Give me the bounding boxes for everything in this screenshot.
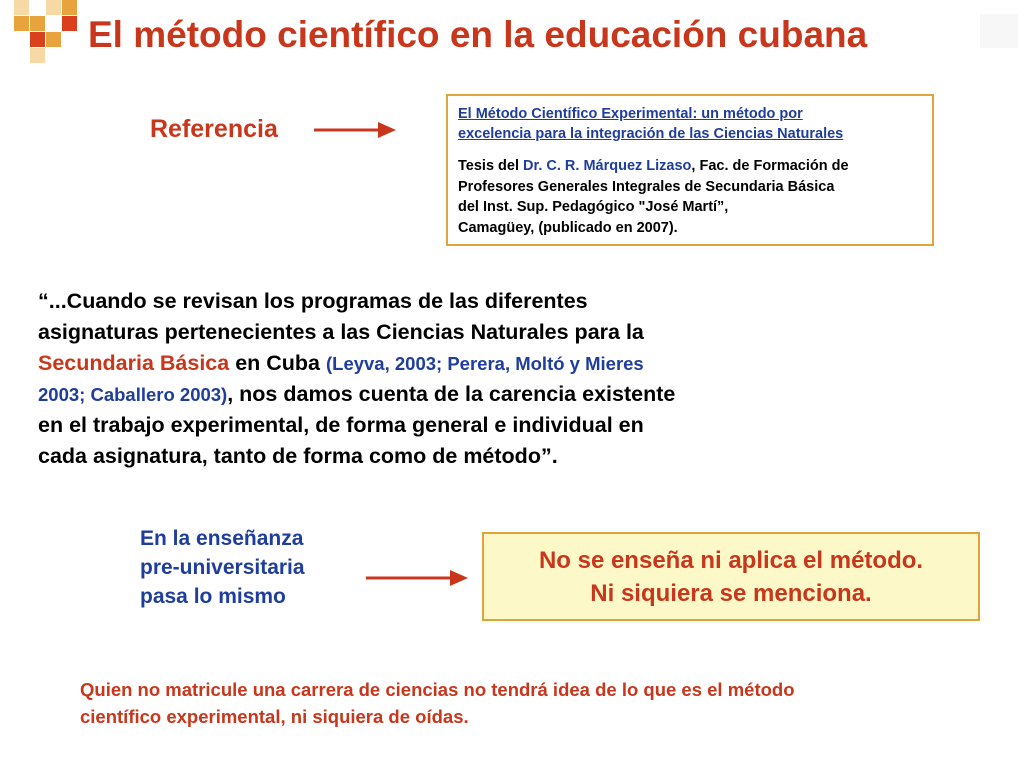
- preuniversity-text: [140, 524, 305, 611]
- reference-desc-line-2: Profesores Generales Integrales de Secundaria Básica: [458, 178, 835, 195]
- logo-square-3: [62, 0, 77, 15]
- reference-box: [446, 94, 934, 246]
- logo-square-5: [30, 16, 45, 31]
- reference-arrow-icon: [314, 120, 398, 140]
- quote-citation-part-2: 2003; Caballero 2003): [38, 384, 228, 405]
- logo-square-6: [62, 16, 77, 31]
- logo-square-1: [14, 0, 29, 15]
- slide-title: El método científico en la educación cubana: [88, 14, 868, 55]
- reference-author: Dr. C. R. Márquez Lizaso: [523, 158, 692, 174]
- corner-square: [980, 14, 1018, 48]
- preuniversity-line-3: pasa lo mismo: [140, 585, 286, 608]
- quote-line-3-mid: en Cuba: [229, 351, 326, 375]
- reference-desc-line-1-rest: , Fac. de Formación de: [691, 158, 849, 174]
- quote-line-4-rest: , nos damos cuenta de la carencia existente: [227, 382, 676, 406]
- quote-line-5: en el trabajo experimental, de forma general e individual en: [38, 413, 644, 437]
- footer-line-1: Quien no matricule una carrera de ciencias no tendrá idea de lo que es el método: [80, 679, 795, 700]
- conclusion-arrow-icon: [366, 568, 470, 588]
- conclusion-box: [482, 532, 980, 621]
- logo-square-8: [46, 32, 61, 47]
- footer-note: [80, 676, 980, 730]
- logo-square-4: [14, 16, 29, 31]
- quote-citation-part-1: (Leyva, 2003; Perera, Moltó y Mieres: [325, 353, 644, 374]
- logo-square-2: [46, 0, 61, 15]
- reference-link-line-2[interactable]: excelencia para la integración de las Ciencias Naturales: [458, 126, 844, 142]
- logo-square-7: [30, 32, 45, 47]
- reference-desc-prefix: Tesis del: [458, 158, 524, 174]
- quote-line-2: asignaturas pertenecientes a las Ciencias Naturales para la: [38, 320, 644, 344]
- reference-desc-line-3: del Inst. Sup. Pedagógico "José Martí”,: [458, 199, 729, 215]
- logo-square-9: [30, 48, 45, 63]
- quote-line-1: “...Cuando se revisan los programas de las diferentes: [38, 289, 588, 313]
- reference-link-line-1[interactable]: El Método Científico Experimental: un método por: [458, 106, 803, 122]
- reference-description: [458, 156, 922, 238]
- reference-label: Referencia: [150, 115, 278, 143]
- quote-highlight: Secundaria Básica: [38, 351, 230, 375]
- reference-desc-line-4: Camagüey, (publicado en 2007).: [458, 219, 678, 236]
- quote-paragraph: [38, 286, 828, 472]
- footer-line-2: científico experimental, ni siquiera de oídas.: [80, 706, 469, 727]
- conclusion-line-1: No se enseña ni aplica el método.: [538, 547, 924, 574]
- preuniversity-line-1: En la enseñanza: [140, 527, 304, 550]
- preuniversity-line-2: pre-universitaria: [140, 556, 305, 579]
- conclusion-line-2: Ni siquiera se menciona.: [590, 580, 872, 607]
- quote-line-6: cada asignatura, tanto de forma como de método”.: [38, 444, 558, 468]
